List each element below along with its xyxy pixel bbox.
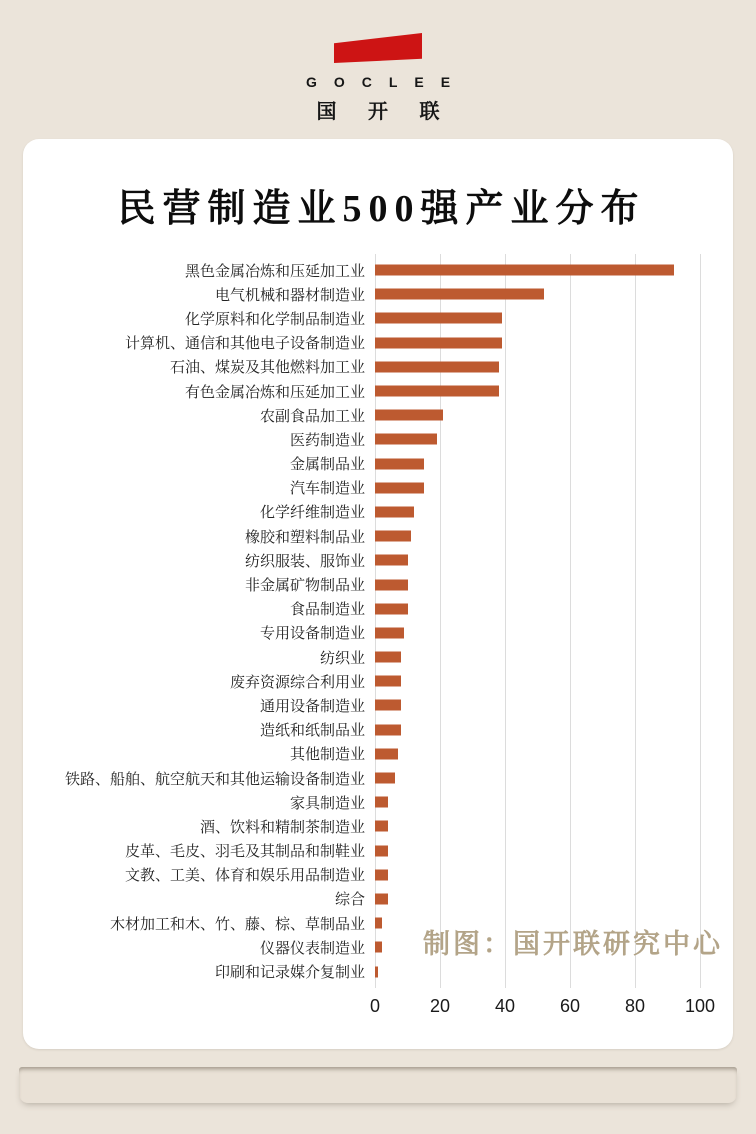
category-label: 计算机、通信和其他电子设备制造业 xyxy=(124,335,365,353)
category-label: 金属制品业 xyxy=(289,456,365,474)
category-label: 木材加工和木、竹、藤、棕、草制品业 xyxy=(109,915,365,933)
row-plot-area xyxy=(375,621,715,645)
chart-row xyxy=(23,742,733,766)
chart-row xyxy=(23,790,733,814)
bar xyxy=(375,386,499,397)
category-label: 电气机械和器材制造业 xyxy=(214,286,365,304)
chart-row xyxy=(23,500,733,524)
category-label: 化学原料和化学制品制造业 xyxy=(184,310,365,328)
bar xyxy=(375,918,382,929)
chart-row xyxy=(23,887,733,911)
chart-row xyxy=(23,403,733,427)
bar xyxy=(375,434,437,445)
row-plot-area xyxy=(375,524,715,548)
category-label: 纺织业 xyxy=(319,649,365,667)
bar xyxy=(375,942,382,953)
bar xyxy=(375,361,499,372)
row-plot-area xyxy=(375,693,715,717)
row-plot-area xyxy=(375,306,715,330)
category-label: 仪器仪表制造业 xyxy=(259,939,365,957)
chart-card xyxy=(23,139,733,1049)
bar xyxy=(375,821,388,832)
bar xyxy=(375,289,544,300)
category-label: 通用设备制造业 xyxy=(259,697,365,715)
row-plot-area xyxy=(375,548,715,572)
row-plot-area xyxy=(375,427,715,451)
row-plot-area xyxy=(375,597,715,621)
chart-row xyxy=(23,863,733,887)
category-label: 纺织服装、服饰业 xyxy=(244,552,365,570)
bar xyxy=(375,313,502,324)
row-plot-area xyxy=(375,355,715,379)
bar xyxy=(375,603,408,614)
bar xyxy=(375,797,388,808)
chart-row xyxy=(23,959,733,983)
bar xyxy=(375,700,401,711)
bar xyxy=(375,458,424,469)
row-plot-area xyxy=(375,403,715,427)
page-stack-edge xyxy=(19,1067,737,1103)
category-label: 非金属矿物制品业 xyxy=(244,577,365,595)
category-label: 橡胶和塑料制品业 xyxy=(244,528,365,546)
chart-row xyxy=(23,645,733,669)
category-label: 铁路、船舶、航空航天和其他运输设备制造业 xyxy=(64,770,365,788)
chart-row xyxy=(23,258,733,282)
x-tick-label: 60 xyxy=(559,995,581,1016)
category-label: 农副食品加工业 xyxy=(259,407,365,425)
bar xyxy=(375,893,388,904)
chart-row xyxy=(23,355,733,379)
chart-row xyxy=(23,597,733,621)
row-plot-area xyxy=(375,863,715,887)
category-label: 文教、工美、体育和娱乐用品制造业 xyxy=(124,867,365,885)
chart-row xyxy=(23,379,733,403)
x-tick-label: 0 xyxy=(369,995,381,1016)
watermark: 制图：国开联研究中心 xyxy=(423,929,723,959)
row-plot-area xyxy=(375,742,715,766)
category-label: 食品制造业 xyxy=(289,601,365,619)
row-plot-area xyxy=(375,669,715,693)
chart-row xyxy=(23,548,733,572)
row-plot-area xyxy=(375,887,715,911)
category-label: 医药制造业 xyxy=(289,431,365,449)
bar-chart xyxy=(23,258,733,1022)
row-plot-area xyxy=(375,282,715,306)
bar xyxy=(375,506,414,517)
bar xyxy=(375,748,398,759)
category-label: 造纸和纸制品业 xyxy=(259,722,365,740)
logo-text-en: GOCLEE xyxy=(305,74,468,90)
bar xyxy=(375,265,674,276)
row-plot-area xyxy=(375,959,715,983)
x-tick-label: 20 xyxy=(429,995,451,1016)
category-label: 有色金属冶炼和压延加工业 xyxy=(184,383,365,401)
row-plot-area xyxy=(375,766,715,790)
bar xyxy=(375,410,443,421)
logo-red-wedge-icon xyxy=(334,33,422,63)
row-plot-area xyxy=(375,379,715,403)
chart-rows xyxy=(23,258,733,984)
bar xyxy=(375,579,408,590)
chart-row xyxy=(23,331,733,355)
x-tick-label: 80 xyxy=(624,995,646,1016)
row-plot-area xyxy=(375,452,715,476)
row-plot-area xyxy=(375,814,715,838)
row-plot-area xyxy=(375,476,715,500)
category-label: 化学纤维制造业 xyxy=(259,504,365,522)
category-label: 酒、饮料和精制茶制造业 xyxy=(199,818,365,836)
row-plot-area xyxy=(375,790,715,814)
bar xyxy=(375,724,401,735)
bar xyxy=(375,845,388,856)
chart-row xyxy=(23,572,733,596)
chart-row xyxy=(23,718,733,742)
row-plot-area xyxy=(375,718,715,742)
chart-row xyxy=(23,306,733,330)
chart-row xyxy=(23,427,733,451)
chart-row xyxy=(23,524,733,548)
category-label: 汽车制造业 xyxy=(289,480,365,498)
category-label: 黑色金属冶炼和压延加工业 xyxy=(184,262,365,280)
category-label: 印刷和记录媒介复制业 xyxy=(214,964,365,982)
chart-row xyxy=(23,282,733,306)
bar xyxy=(375,555,408,566)
x-axis-ticks xyxy=(369,995,716,1022)
chart-row xyxy=(23,621,733,645)
bar xyxy=(375,531,411,542)
bar xyxy=(375,869,388,880)
logo-text-cn: 国 开 联 xyxy=(316,101,453,123)
chart-row xyxy=(23,766,733,790)
row-plot-area xyxy=(375,258,715,282)
bar xyxy=(375,482,424,493)
x-tick-label: 40 xyxy=(494,995,516,1016)
chart-row xyxy=(23,839,733,863)
category-label: 其他制造业 xyxy=(289,746,365,764)
category-label: 专用设备制造业 xyxy=(259,625,365,643)
category-label: 综合 xyxy=(334,891,365,909)
page-title: 民营制造业500强产业分布 xyxy=(117,188,646,230)
row-plot-area xyxy=(375,839,715,863)
row-plot-area xyxy=(375,331,715,355)
logo xyxy=(0,0,756,124)
category-label: 皮革、毛皮、羽毛及其制品和制鞋业 xyxy=(124,843,365,861)
bar xyxy=(375,652,401,663)
bar xyxy=(375,773,395,784)
bar xyxy=(375,627,404,638)
bar xyxy=(375,676,401,687)
chart-row xyxy=(23,452,733,476)
row-plot-area xyxy=(375,500,715,524)
chart-row xyxy=(23,476,733,500)
bar xyxy=(375,337,502,348)
row-plot-area xyxy=(375,645,715,669)
chart-row xyxy=(23,814,733,838)
chart-row xyxy=(23,693,733,717)
bar xyxy=(375,966,378,977)
category-label: 家具制造业 xyxy=(289,794,365,812)
category-label: 废弃资源综合利用业 xyxy=(229,673,365,691)
x-tick-label: 100 xyxy=(684,995,716,1016)
chart-row xyxy=(23,669,733,693)
category-label: 石油、煤炭及其他燃料加工业 xyxy=(169,359,365,377)
row-plot-area xyxy=(375,572,715,596)
